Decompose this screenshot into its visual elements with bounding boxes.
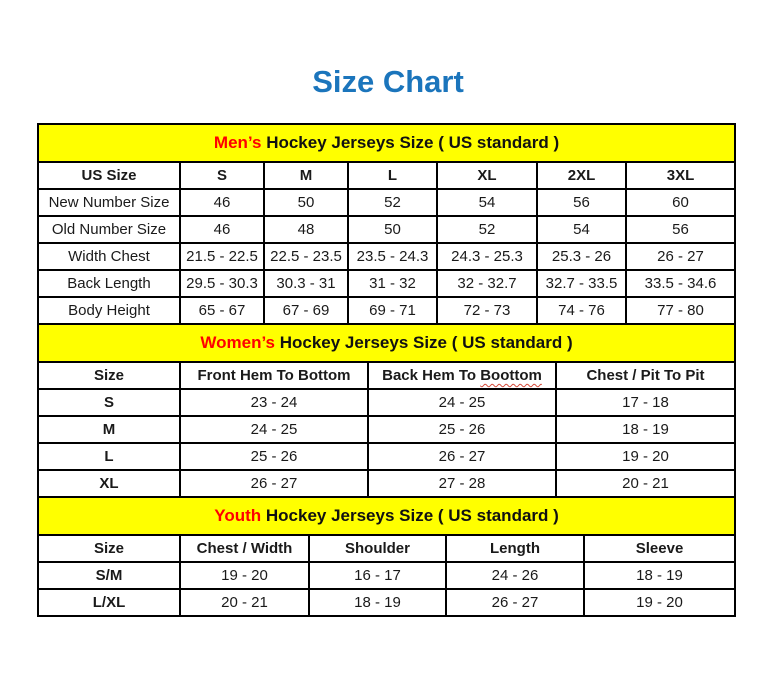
column-header: Length bbox=[446, 535, 584, 562]
cell: 26 - 27 bbox=[446, 589, 584, 616]
column-header: M bbox=[264, 162, 348, 189]
cell: 67 - 69 bbox=[264, 297, 348, 324]
youth-section-accent: Youth bbox=[214, 506, 262, 525]
column-header: 3XL bbox=[626, 162, 735, 189]
cell: 25 - 26 bbox=[180, 443, 368, 470]
cell: 20 - 21 bbox=[556, 470, 735, 497]
cell: 46 bbox=[180, 216, 264, 243]
cell: 18 - 19 bbox=[309, 589, 446, 616]
row-label: L bbox=[38, 443, 180, 470]
cell: 24.3 - 25.3 bbox=[437, 243, 537, 270]
row-label: M bbox=[38, 416, 180, 443]
row-label: Back Length bbox=[38, 270, 180, 297]
column-header-with-spellcheck bbox=[368, 362, 556, 389]
cell: 32.7 - 33.5 bbox=[537, 270, 626, 297]
cell: 23 - 24 bbox=[180, 389, 368, 416]
mens-section-accent: Men’s bbox=[213, 133, 262, 152]
table-row bbox=[38, 189, 735, 216]
table-row bbox=[38, 389, 735, 416]
cell: 56 bbox=[537, 189, 626, 216]
cell: 19 - 20 bbox=[180, 562, 309, 589]
column-header: Sleeve bbox=[584, 535, 735, 562]
cell: 24 - 25 bbox=[368, 389, 556, 416]
cell: 52 bbox=[348, 189, 437, 216]
back-hem-label-prefix: Back Hem To bbox=[382, 367, 481, 384]
mens-size-table bbox=[37, 123, 736, 325]
mens-section-title bbox=[38, 124, 735, 162]
cell: 72 - 73 bbox=[437, 297, 537, 324]
womens-section-header-row bbox=[38, 324, 735, 362]
column-header: S bbox=[180, 162, 264, 189]
cell: 31 - 32 bbox=[348, 270, 437, 297]
cell: 52 bbox=[437, 216, 537, 243]
row-label: XL bbox=[38, 470, 180, 497]
youth-section-title bbox=[38, 497, 735, 535]
table-row bbox=[38, 443, 735, 470]
column-header: XL bbox=[437, 162, 537, 189]
mens-section-rest: Hockey Jerseys Size ( US standard ) bbox=[261, 133, 560, 152]
mens-section-header-row bbox=[38, 124, 735, 162]
column-header: US Size bbox=[38, 162, 180, 189]
misspelled-word: Boottom bbox=[480, 367, 542, 384]
row-label: Body Height bbox=[38, 297, 180, 324]
cell: 16 - 17 bbox=[309, 562, 446, 589]
cell: 23.5 - 24.3 bbox=[348, 243, 437, 270]
cell: 17 - 18 bbox=[556, 389, 735, 416]
cell: 69 - 71 bbox=[348, 297, 437, 324]
table-row bbox=[38, 243, 735, 270]
row-label: Old Number Size bbox=[38, 216, 180, 243]
cell: 25 - 26 bbox=[368, 416, 556, 443]
table-row bbox=[38, 216, 735, 243]
cell: 24 - 25 bbox=[180, 416, 368, 443]
cell: 20 - 21 bbox=[180, 589, 309, 616]
youth-section-rest: Hockey Jerseys Size ( US standard ) bbox=[261, 506, 559, 525]
cell: 19 - 20 bbox=[556, 443, 735, 470]
column-header: Size bbox=[38, 535, 180, 562]
column-header: Front Hem To Bottom bbox=[180, 362, 368, 389]
column-header: 2XL bbox=[537, 162, 626, 189]
cell: 21.5 - 22.5 bbox=[180, 243, 264, 270]
cell: 56 bbox=[626, 216, 735, 243]
cell: 26 - 27 bbox=[368, 443, 556, 470]
row-label: S bbox=[38, 389, 180, 416]
cell: 26 - 27 bbox=[180, 470, 368, 497]
cell: 22.5 - 23.5 bbox=[264, 243, 348, 270]
cell: 19 - 20 bbox=[584, 589, 735, 616]
cell: 74 - 76 bbox=[537, 297, 626, 324]
cell: 18 - 19 bbox=[556, 416, 735, 443]
table-row bbox=[38, 270, 735, 297]
row-label: S/M bbox=[38, 562, 180, 589]
cell: 54 bbox=[537, 216, 626, 243]
cell: 18 - 19 bbox=[584, 562, 735, 589]
table-row bbox=[38, 297, 735, 324]
cell: 30.3 - 31 bbox=[264, 270, 348, 297]
column-header: L bbox=[348, 162, 437, 189]
cell: 32 - 32.7 bbox=[437, 270, 537, 297]
page-title: Size Chart bbox=[312, 64, 464, 99]
womens-size-table bbox=[37, 323, 736, 498]
table-row bbox=[38, 562, 735, 589]
youth-column-header-row bbox=[38, 535, 735, 562]
womens-section-rest: Hockey Jerseys Size ( US standard ) bbox=[275, 333, 573, 352]
cell: 26 - 27 bbox=[626, 243, 735, 270]
cell: 50 bbox=[264, 189, 348, 216]
cell: 54 bbox=[437, 189, 537, 216]
row-label: Width Chest bbox=[38, 243, 180, 270]
cell: 33.5 - 34.6 bbox=[626, 270, 735, 297]
column-header: Size bbox=[38, 362, 180, 389]
cell: 65 - 67 bbox=[180, 297, 264, 324]
womens-section-title bbox=[38, 324, 735, 362]
table-row bbox=[38, 416, 735, 443]
column-header: Chest / Pit To Pit bbox=[556, 362, 735, 389]
column-header: Shoulder bbox=[309, 535, 446, 562]
cell: 27 - 28 bbox=[368, 470, 556, 497]
womens-column-header-row bbox=[38, 362, 735, 389]
youth-section-header-row bbox=[38, 497, 735, 535]
mens-column-header-row bbox=[38, 162, 735, 189]
cell: 48 bbox=[264, 216, 348, 243]
womens-section-accent: Women’s bbox=[200, 333, 275, 352]
row-label: New Number Size bbox=[38, 189, 180, 216]
size-tables-container bbox=[37, 123, 734, 617]
cell: 29.5 - 30.3 bbox=[180, 270, 264, 297]
table-row bbox=[38, 589, 735, 616]
cell: 46 bbox=[180, 189, 264, 216]
youth-size-table bbox=[37, 496, 736, 617]
cell: 25.3 - 26 bbox=[537, 243, 626, 270]
cell: 77 - 80 bbox=[626, 297, 735, 324]
row-label: L/XL bbox=[38, 589, 180, 616]
column-header: Chest / Width bbox=[180, 535, 309, 562]
cell: 24 - 26 bbox=[446, 562, 584, 589]
cell: 50 bbox=[348, 216, 437, 243]
cell: 60 bbox=[626, 189, 735, 216]
table-row bbox=[38, 470, 735, 497]
